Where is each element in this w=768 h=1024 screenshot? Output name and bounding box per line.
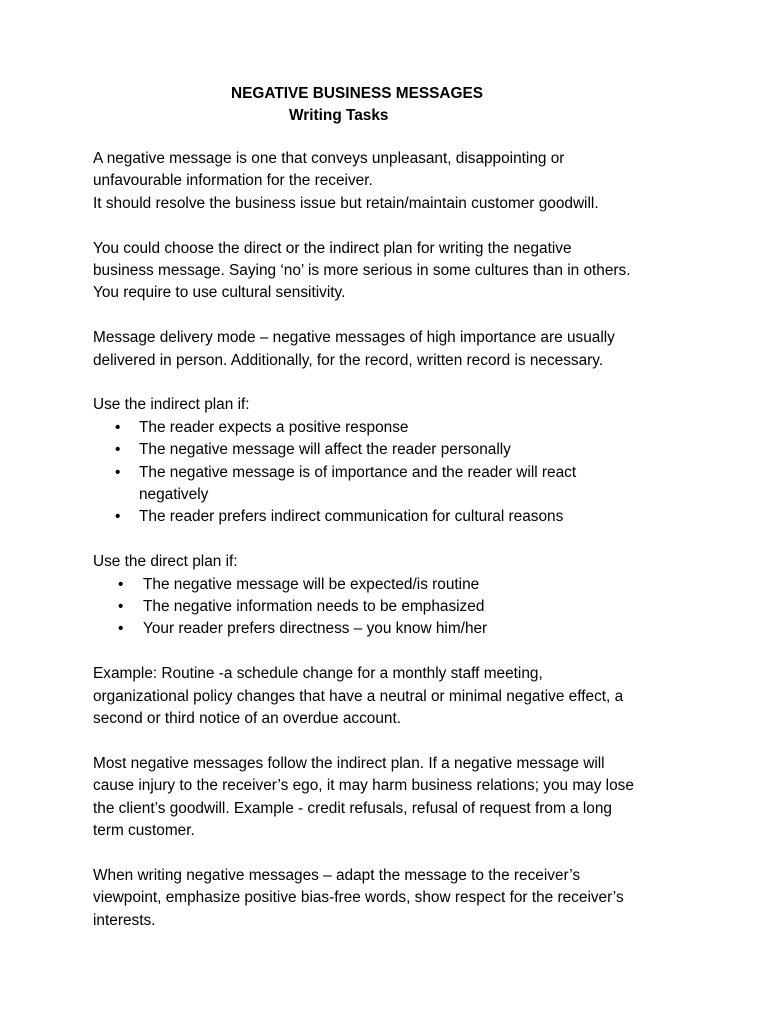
bullet-icon: • bbox=[118, 620, 124, 638]
text-line: business message. Saying ‘no’ is more serious in some cultures than in others. bbox=[93, 262, 631, 280]
text-line: Most negative messages follow the indirect plan. If a negative message will bbox=[93, 754, 605, 772]
paragraph-delivery-mode bbox=[93, 327, 693, 372]
list-item-text: The negative information needs to be emphasized bbox=[143, 598, 485, 616]
text-line: unfavourable information for the receiver. bbox=[93, 172, 373, 190]
paragraph-definition bbox=[93, 148, 693, 215]
direct-plan-heading: Use the direct plan if: bbox=[93, 553, 238, 571]
bullet-icon: • bbox=[118, 598, 124, 616]
bullet-icon: • bbox=[115, 418, 121, 436]
list-item bbox=[93, 462, 693, 507]
title-sub: Writing Tasks bbox=[289, 107, 389, 125]
text-line: A negative message is one that conveys unpleasant, disappointing or bbox=[93, 150, 565, 167]
text-line: It should resolve the business issue but retain/maintain customer goodwill. bbox=[93, 194, 599, 212]
text-line: delivered in person. Additionally, for the record, written record is necessary. bbox=[93, 351, 604, 369]
indirect-plan-heading: Use the indirect plan if: bbox=[93, 396, 250, 414]
text-line: When writing negative messages – adapt the message to the receiver’s bbox=[93, 866, 581, 884]
text-line: cause injury to the receiver’s ego, it may harm business relations; you may lose bbox=[93, 777, 634, 795]
list-item bbox=[93, 417, 693, 439]
list-item bbox=[93, 439, 693, 461]
document-body bbox=[93, 148, 693, 955]
list-item-text: The negative message will be expected/is routine bbox=[143, 575, 480, 593]
paragraph-indirect-plan bbox=[93, 753, 693, 843]
bullet-icon: • bbox=[115, 441, 121, 459]
text-line: Example: Routine -a schedule change for a monthly staff meeting, bbox=[93, 665, 543, 683]
list-item-text: The reader prefers indirect communication for cultural reasons bbox=[139, 508, 564, 526]
list-item-text: The reader expects a positive response bbox=[139, 418, 409, 436]
list-item-text: The negative message is of importance and the reader will react bbox=[139, 463, 577, 481]
text-line: second or third notice of an overdue account. bbox=[93, 710, 402, 728]
document-title bbox=[0, 83, 768, 128]
text-line: term customer. bbox=[93, 822, 195, 840]
list-item bbox=[93, 506, 693, 528]
list-item bbox=[93, 596, 693, 618]
list-item-text: Your reader prefers directness – you know him/her bbox=[143, 620, 488, 638]
text-line: organizational policy changes that have a neutral or minimal negative effect, a bbox=[93, 687, 624, 705]
text-line: Message delivery mode – negative messages of high importance are usually bbox=[93, 329, 615, 347]
title-main: NEGATIVE BUSINESS MESSAGES bbox=[231, 85, 483, 102]
paragraph-routine-example bbox=[93, 663, 693, 730]
indirect-plan-list bbox=[93, 417, 693, 529]
list-item-text: The negative message will affect the reader personally bbox=[139, 441, 511, 459]
list-item-text: negatively bbox=[139, 486, 209, 504]
text-line: interests. bbox=[93, 911, 156, 929]
list-item bbox=[93, 574, 693, 596]
bullet-icon: • bbox=[115, 508, 121, 526]
text-line: the client’s goodwill. Example - credit refusals, refusal of request from a long bbox=[93, 799, 612, 817]
text-line: viewpoint, emphasize positive bias-free words, show respect for the receiver’s bbox=[93, 889, 624, 907]
direct-plan-list bbox=[93, 574, 693, 641]
text-line: You could choose the direct or the indirect plan for writing the negative bbox=[93, 239, 572, 257]
bullet-icon: • bbox=[118, 575, 124, 593]
list-item bbox=[93, 618, 693, 640]
paragraph-plan-choice bbox=[93, 238, 693, 305]
text-line: You require to use cultural sensitivity. bbox=[93, 284, 346, 302]
bullet-icon: • bbox=[115, 463, 121, 481]
paragraph-writing-advice bbox=[93, 865, 693, 932]
